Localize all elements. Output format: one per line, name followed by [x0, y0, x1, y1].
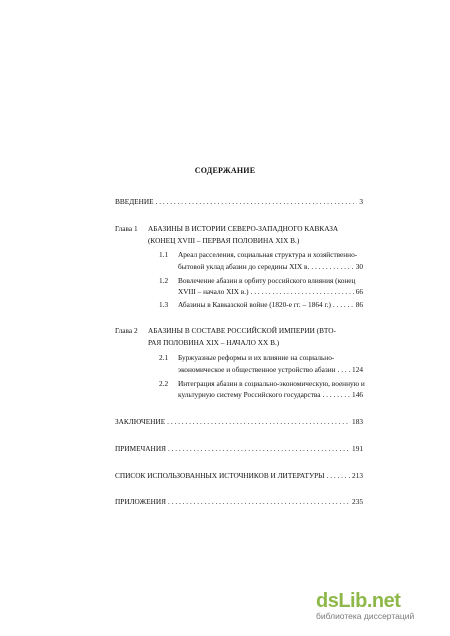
toc-entry-section-1-3[interactable]: [178, 300, 363, 309]
toc-entry-conclusion[interactable]: [115, 417, 363, 426]
leader-dots: [168, 444, 350, 453]
toc-entry-label: XVIII – начало XIX в.): [178, 287, 249, 296]
section-1-2-number: 1.2: [159, 276, 169, 285]
section-1-3-number: 1.3: [159, 300, 169, 309]
leader-dots: [156, 197, 358, 206]
section-1-2-line1[interactable]: Вовлечение абазин в орбиту российского влияния (конец: [178, 276, 356, 285]
toc-entry-appendix[interactable]: [115, 497, 363, 506]
chapter-1-title-line2[interactable]: (КОНЕЦ XVIII – ПЕРВАЯ ПОЛОВИНА XIX В.): [148, 236, 300, 245]
toc-entry-sources[interactable]: [115, 471, 363, 480]
leader-dots: [168, 497, 350, 506]
chapter-1-title-line1[interactable]: АБАЗИНЫ В ИСТОРИИ СЕВЕРО-ЗАПАДНОГО КАВКАЗА: [148, 224, 339, 233]
toc-entry-label: культурную систему Российского государства: [178, 390, 321, 399]
leader-dots: [327, 471, 351, 480]
toc-entry-section-1-1[interactable]: [178, 262, 363, 271]
leader-dots: [333, 300, 354, 309]
toc-page-number: 213: [352, 471, 363, 480]
toc-page-number: 124: [352, 365, 363, 374]
section-2-2-number: 2.2: [159, 379, 169, 388]
toc-page-number: 3: [359, 197, 363, 206]
dslib-watermark: [316, 590, 446, 621]
toc-entry-section-2-1[interactable]: [178, 365, 363, 374]
toc-entry-label: ПРИЛОЖЕНИЯ: [115, 497, 167, 506]
chapter-2-number: Глава 2: [115, 326, 138, 335]
leader-dots: [251, 287, 354, 296]
chapter-2-title-line2[interactable]: РАЯ ПОЛОВИНА XIX – НАЧАЛО XX В.): [148, 338, 280, 347]
section-2-1-number: 2.1: [159, 353, 169, 362]
toc-page-number: 86: [355, 300, 363, 309]
leader-dots: [323, 390, 351, 399]
leader-dots: [311, 262, 353, 271]
toc-entry-section-1-2[interactable]: [178, 287, 363, 296]
toc-page-number: 66: [355, 287, 363, 296]
watermark-logo: dsLib.net: [316, 590, 401, 612]
toc-entry-notes[interactable]: [115, 444, 363, 453]
toc-entry-label: экономическое и общественное устройство абазин: [178, 365, 336, 374]
chapter-2-title-line1[interactable]: АБАЗИНЫ В СОСТАВЕ РОССИЙСКОЙ ИМПЕРИИ (ВТО-: [148, 326, 336, 335]
toc-entry-section-2-2[interactable]: [178, 390, 363, 399]
toc-entry-label: Абазины в Кавказской войне (1820-е гг. – 1864 г.): [178, 300, 331, 309]
toc-page-number: 235: [352, 497, 363, 506]
section-2-1-line1[interactable]: Буржуазные реформы и их влияние на социально-: [178, 353, 335, 362]
toc-entry-label: СПИСОК ИСПОЛЬЗОВАННЫХ ИСТОЧНИКОВ И ЛИТЕРАТУРЫ: [115, 471, 325, 480]
leader-dots: [338, 365, 350, 374]
chapter-1-number: Глава 1: [115, 224, 138, 233]
toc-entry-label: ВВЕДЕНИЕ: [115, 197, 154, 206]
toc-page-number: 183: [352, 417, 363, 426]
section-1-1-line1[interactable]: Ареал расселения, социальная структура и хозяйственно-: [178, 250, 358, 259]
toc-entry-intro[interactable]: [115, 197, 363, 206]
section-2-2-line1[interactable]: Интеграция абазин в социально-экономическую, военную и: [178, 379, 365, 388]
toc-page-number: 191: [352, 444, 363, 453]
toc-page-number: 30: [355, 262, 363, 271]
toc-entry-label: ПРИМЕЧАНИЯ: [115, 444, 166, 453]
toc-page-number: 146: [352, 390, 363, 399]
leader-dots: [167, 417, 350, 426]
watermark-subtitle: библиотека диссертаций: [316, 611, 415, 621]
toc-entry-label: бытовой уклад абазин до середины XIX в.: [178, 262, 310, 271]
toc-entry-label: ЗАКЛЮЧЕНИЕ: [115, 417, 166, 426]
toc-title: СОДЕРЖАНИЕ: [194, 166, 256, 175]
section-1-1-number: 1.1: [159, 250, 169, 259]
